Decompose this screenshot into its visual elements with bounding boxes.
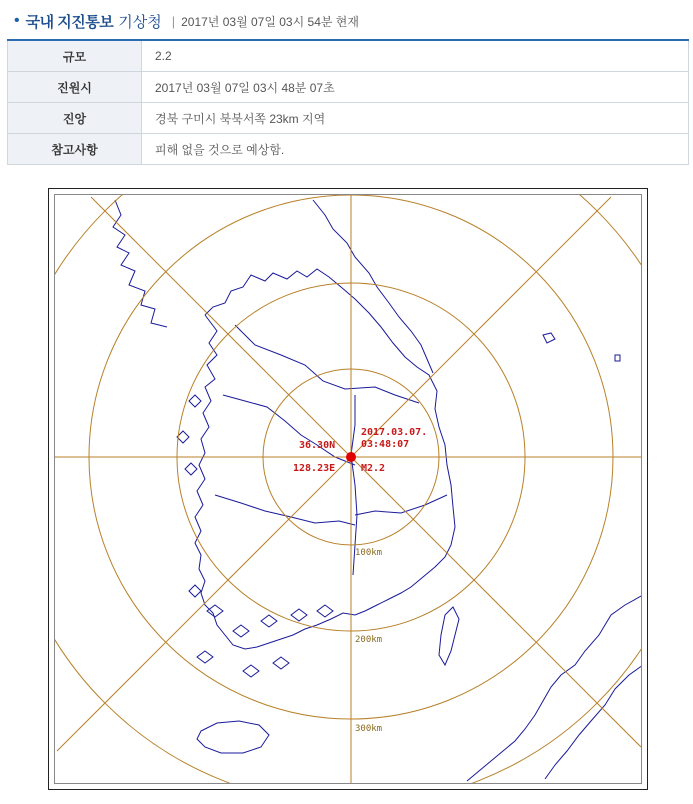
epicenter-marker <box>346 452 356 462</box>
row-label-epicenter: 진앙 <box>8 103 142 134</box>
table-row <box>8 40 689 72</box>
border-line-1 <box>235 325 419 403</box>
epicenter-date-label: 2017.03.07. <box>361 427 428 438</box>
border-line-5 <box>355 495 447 515</box>
row-label-origin-time: 진원시 <box>8 72 142 103</box>
coast-north-east <box>313 200 433 373</box>
row-value-magnitude: 2.2 <box>142 40 689 72</box>
coast-japan-inner <box>545 665 642 779</box>
page-title: 국내 지진통보 <box>25 13 114 31</box>
island-dokdo <box>615 355 620 361</box>
epicenter-magnitude-label: M2.2 <box>361 463 386 474</box>
table-row <box>8 134 689 165</box>
grid-line-diagonal-2 <box>57 197 611 751</box>
row-label-notes: 참고사항 <box>8 134 142 165</box>
row-value-epicenter: 경북 구미시 북북서쪽 23km 지역 <box>142 103 689 134</box>
ring-label-100km: 100km <box>355 548 383 558</box>
island-ulleungdo <box>543 333 555 343</box>
epicenter-map <box>48 188 648 790</box>
report-timestamp: 2017년 03월 07일 03시 54분 현재 <box>181 14 359 29</box>
coastline-layer <box>113 200 642 781</box>
coast-korea-mainland <box>195 269 455 649</box>
border-line-2 <box>223 395 355 465</box>
border-line-4 <box>215 495 355 525</box>
islands-west-1 <box>177 395 201 475</box>
earthquake-info-table <box>7 39 689 165</box>
row-label-magnitude: 규모 <box>8 40 142 72</box>
row-value-notes: 피해 없을 것으로 예상함. <box>142 134 689 165</box>
map-canvas <box>54 194 642 784</box>
islands-south-2 <box>197 651 289 677</box>
epicenter-lat-label: 36.30N <box>299 440 336 451</box>
coast-north-west <box>113 200 167 327</box>
ring-label-200km: 200km <box>355 635 383 645</box>
bullet-icon: • <box>14 12 20 29</box>
agency-name: 기상청 <box>118 13 162 31</box>
epicenter-lon-label: 128.23E <box>293 463 336 474</box>
island-tsushima <box>439 607 459 665</box>
table-row <box>8 103 689 134</box>
ring-label-300km: 300km <box>355 724 383 734</box>
title-separator: | <box>171 13 176 29</box>
map-svg <box>55 195 642 784</box>
epicenter-time-label: 03:48:07 <box>361 439 410 450</box>
island-jeju <box>197 721 269 753</box>
range-grid <box>55 195 642 784</box>
table-row <box>8 72 689 103</box>
row-value-origin-time: 2017년 03월 07일 03시 48분 07초 <box>142 72 689 103</box>
report-header <box>8 6 688 36</box>
